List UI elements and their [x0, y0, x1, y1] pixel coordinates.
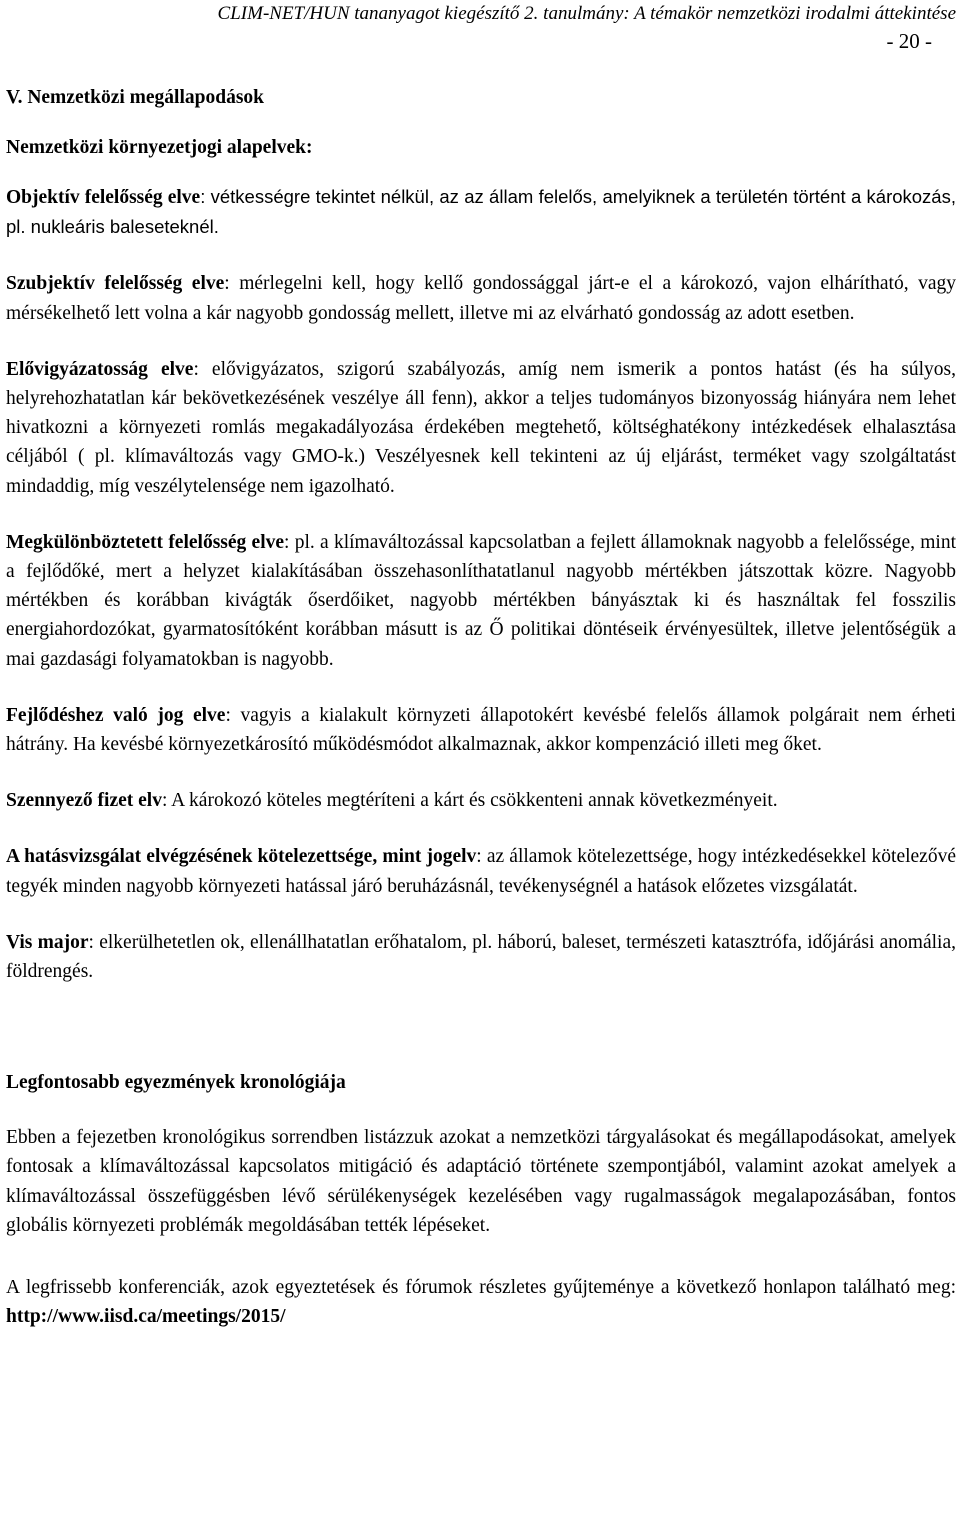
intro-paragraph: Ebben a fejezetben kronológikus sorrendben listázzuk azokat a nemzetközi tárgyalásokat és megállapodásokat, amelyek fontosak a klímaváltozással kapcsolatos mitigáció és adaptáció története szempontjából, valamint azokat amelyek a klímaváltozással összefüggésben lévő sérülékenységek kezelésében vagy rugalmasságok megalapozásában, fontos globális környezeti problémák megoldásában tették lépéseket. — [6, 1127, 956, 1236]
principle-text: : mérlegelni kell, hogy kellő gondossággal járt-e el a károkozó, vajon elhárítható, vagy mérsékelhető lett volna a kár nagyobb gondosság mellett, illetve mi az elvárható gondosság az adott esetben. — [6, 273, 956, 324]
principle-term: A hatásvizsgálat elvégzésének kötelezettsége, mint jogelv — [6, 846, 477, 868]
closing-paragraph — [6, 1273, 956, 1331]
conference-link[interactable]: http://www.iisd.ca/meetings/2015/ — [6, 1306, 286, 1328]
page-number: - 20 - — [886, 29, 932, 53]
principle-term: Megkülönböztetett felelősség elve — [6, 531, 285, 553]
principle-term: Objektív felelősség elve — [6, 187, 201, 208]
principle-term: Szubjektív felelősség elve — [6, 273, 225, 295]
document-page — [6, 0, 956, 1331]
subsection-title: Nemzetközi környezetjogi alapelvek: — [6, 137, 313, 158]
principle-text: : elkerülhetetlen ok, ellenállhatatlan erőhatalom, pl. háború, baleset, természeti katasztrófa, időjárási anomália, földrengés. — [6, 931, 956, 983]
principle-subjective-liability — [6, 269, 956, 327]
principle-right-to-development — [6, 701, 956, 759]
principle-text: : vagyis a kialakult környzeti állapotokért kevésbé felelős államok polgárait nem érheti hátrány. Ha kevésbé környezetkárosító működésmódot alkalmaznak, akkor kompenzáció illeti meg őket. — [6, 704, 956, 756]
principle-precaution — [6, 355, 956, 501]
principle-objective-liability — [6, 182, 956, 242]
principle-force-majeure — [6, 928, 956, 986]
principle-polluter-pays — [6, 786, 956, 815]
principle-differentiated-responsibility — [6, 528, 956, 674]
principle-term: Fejlődéshez való jog elve — [6, 704, 226, 726]
section-title: Legfontosabb egyezmények kronológiája — [6, 1072, 346, 1094]
principle-text: : elővigyázatos, szigorú szabályozás, amíg nem ismerik a pontos hatást (és ha súlyos, helyrehozhatatlan kár bekövetkezésének veszélye áll fenn), akkor a teljes tudományos bizonyosság hiányára nem lehet hivatkozni a környezeti romlás megakadályozása érdekében megtehető, költséghatékony intézkedések elhalasztása céljából ( pl. klímaváltozás vagy GMO-k.) Veszélyesnek kell tekinteni az új eljárást, terméket vagy szolgáltatást mindaddig, míg veszélytelensége nem igazolható. — [6, 358, 956, 497]
principle-text: : vétkességre tekintet nélkül, az az állam felelős, amelyiknek a területén történt a károkozás, pl. nukleáris baleseteknél. — [6, 186, 956, 238]
principle-text: : az államok kötelezettsége, hogy intézkedésekkel kötelezővé tegyék minden nagyobb környezeti hatással járó beruházásnál, tevékenységnél a hatások előzetes vizsgálatát. — [6, 846, 956, 897]
principle-text: : A károkozó köteles megtéríteni a kárt és csökkenteni annak következményeit. — [161, 790, 778, 812]
principle-impact-assessment — [6, 842, 956, 900]
principle-term: Szennyező fizet elv — [6, 790, 162, 812]
chapter-title: V. Nemzetközi megállapodások — [6, 87, 265, 108]
principle-term: Vis major — [6, 931, 89, 953]
closing-text: A legfrissebb konferenciák, azok egyeztetések és fórumok részletes gyűjteménye a következő honlapon található meg: — [6, 1277, 956, 1299]
principle-term: Elővigyázatosság elve — [6, 358, 194, 380]
running-header: CLIM-NET/HUN tananyagot kiegészítő 2. tanulmány: A témakör nemzetközi irodalmi áttekintése — [217, 3, 956, 24]
principle-text: : pl. a klímaváltozással kapcsolatban a fejlett államoknak nagyobb a felelőssége, mint a fejlődőké, mert a helyzet kialakításában összehasonlíthatatlanul nagyobb mértékben játszottak közre. Nagyobb mértékben és korábban kivágták őserdőiket, nagyobb mértékben bányásztak ki és használtak fel fosszilis energiahordozókat, gyarmatosítóként korábban másutt is az Ő politikai döntéseik érvényesültek, illetve jelentőségük a mai gazdasági folyamatokban is nagyobb. — [6, 531, 956, 670]
